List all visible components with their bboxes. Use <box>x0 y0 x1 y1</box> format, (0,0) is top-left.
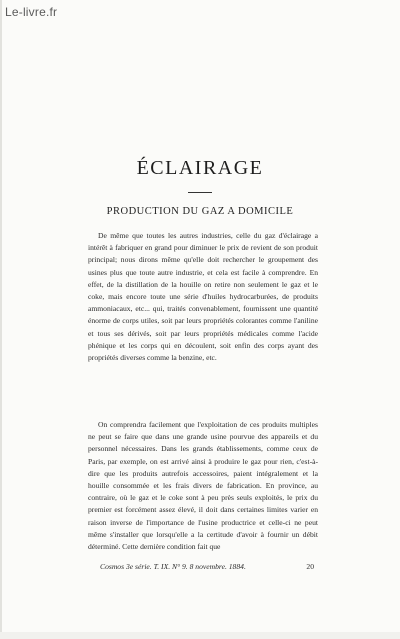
paragraph-2 <box>88 419 318 553</box>
title-divider <box>188 192 212 193</box>
page-number: 20 <box>306 562 314 571</box>
paragraph-text: On comprendra facilement que l'exploitation de ces produits multiples ne peut se faire que dans une grande usine pourvue des appareils et du personnel nécessaires. Dans les grands établissements, comme ceux de Paris, par exemple, on est arrivé ainsi à produire le gaz pour rien, c'est-à-dire que les produits autrefois accessoires, paient intégralement et la houille consommée et les frais divers de fabrication. En province, au contraire, où le gaz et le coke sont à peu près seuls exploités, le prix du premier est forcément assez élevé, il doit dans certaines limites varier en raison inverse de l'importance de l'usine productrice et celle-ci ne peut même s'installer que lorsqu'elle a la certitude d'avoir à fournir un débit déterminé. Cette dernière condition fait que <box>88 420 318 552</box>
watermark-logo: Le-livre.fr <box>5 5 58 19</box>
journal-reference <box>100 562 246 571</box>
paragraph-1 <box>88 230 318 364</box>
section-title: ÉCLAIRAGE <box>136 157 264 179</box>
issue-reference: 3e série. T. IX. N° 9. 8 novembre. 1884. <box>125 562 246 571</box>
article-title: PRODUCTION DU GAZ A DOMICILE <box>106 206 294 217</box>
journal-name: Cosmos <box>100 562 125 571</box>
page-bottom-edge <box>0 632 400 639</box>
paragraph-text: De même que toutes les autres industries, celle du gaz d'éclairage a intérêt à fabriquer en grand pour diminuer le prix de revient de son produit principal; nous dirons même qu'elle doit rechercher le groupement des usines plus que toute autre industrie, et cela est facile à comprendre. En effet, de la distillation de la houille on retire non seulement le gaz et le coke, mais encore toute une série d'huiles hydrocarburées, de produits ammoniacaux, etc... qui, traités convenablement, fournissent une quantité énorme de corps utiles, soit par leurs propriétés colorantes comme l'aniline et tous ses dérivés, soit par leurs propriétés médicales comme l'acide phénique et les corps qui en découlent, soit enfin des corps ayant des propriétés diverses comme la benzine, etc. <box>88 231 318 363</box>
page-edge-shadow <box>0 0 2 639</box>
